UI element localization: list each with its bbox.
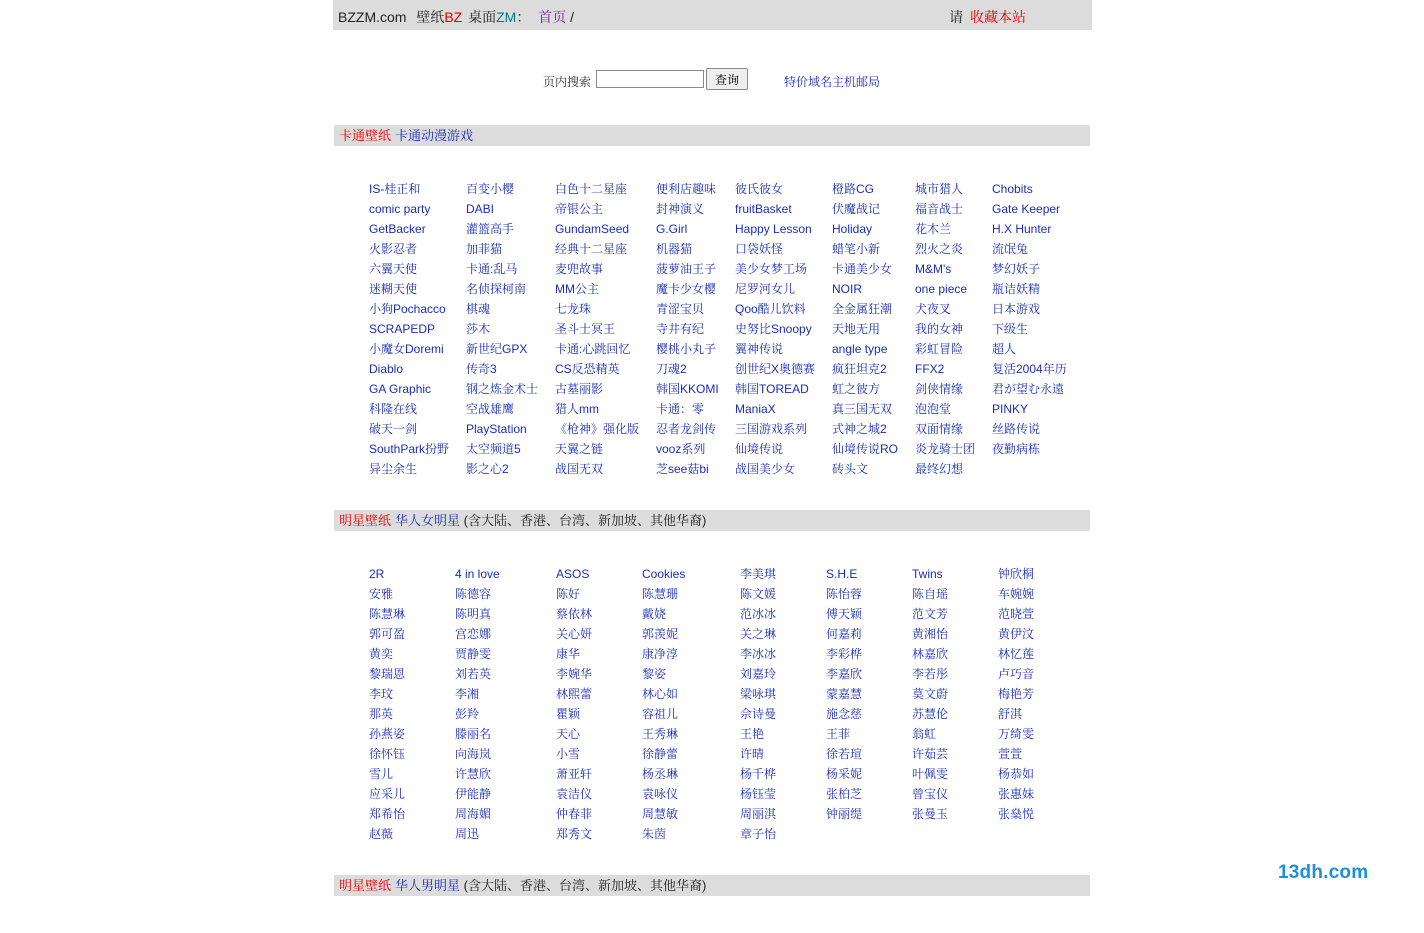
wallpaper-link[interactable]: 施念慈 (826, 707, 863, 721)
wallpaper-link[interactable]: 帝银公主 (555, 202, 604, 216)
wallpaper-link[interactable]: 麦兜故事 (555, 262, 604, 276)
wallpaper-link[interactable]: comic party (369, 202, 431, 216)
wallpaper-link[interactable]: 韩国KKOMI (656, 382, 719, 396)
wallpaper-link[interactable]: MM公主 (555, 282, 599, 296)
wallpaper-link[interactable]: H.X Hunter (992, 222, 1052, 236)
wallpaper-link[interactable]: 战国美少女 (735, 462, 796, 476)
wallpaper-link[interactable]: 贾静雯 (455, 647, 492, 661)
wallpaper-link[interactable]: 朱茵 (642, 827, 667, 841)
wallpaper-link[interactable]: 周丽淇 (740, 807, 777, 821)
wallpaper-link[interactable]: Twins (912, 567, 943, 581)
wallpaper-link[interactable]: 流氓兔 (992, 242, 1029, 256)
wallpaper-link[interactable]: fruitBasket (735, 202, 792, 216)
wallpaper-link[interactable]: 经典十二星座 (555, 242, 628, 256)
wallpaper-link[interactable]: 袁咏仪 (642, 787, 679, 801)
wallpaper-link[interactable]: 七龙珠 (555, 302, 592, 316)
wallpaper-link[interactable]: 橙路CG (832, 182, 875, 196)
search-button[interactable]: 查询 (706, 68, 748, 90)
wallpaper-link[interactable]: 杨钰莹 (740, 787, 777, 801)
watermark-logo: 13dh.com (1278, 862, 1369, 883)
wallpaper-link[interactable]: 寺井有纪 (656, 322, 705, 336)
section-note: (含大陆、香港、台湾、新加坡、其他华裔) (460, 513, 707, 528)
wallpaper-link[interactable]: 福音战士 (915, 202, 964, 216)
wallpaper-link[interactable]: G.Girl (656, 222, 688, 236)
bookmark-area (949, 7, 1026, 27)
wallpaper-link[interactable]: 圣斗士冥王 (555, 322, 616, 336)
wallpaper-link[interactable]: 青涩宝贝 (656, 302, 705, 316)
wallpaper-link[interactable]: 杨采妮 (826, 767, 863, 781)
wallpaper-link[interactable]: vooz系列 (656, 442, 706, 456)
wallpaper-link[interactable]: 林熙蕾 (556, 687, 593, 701)
wallpaper-link[interactable]: 史努比Snoopy (735, 322, 812, 336)
wallpaper-link[interactable]: 翁虹 (912, 727, 937, 741)
wallpaper-link[interactable]: 向海岚 (455, 747, 492, 761)
wallpaper-link[interactable]: 丝路传说 (992, 422, 1041, 436)
wallpaper-link[interactable]: PINKY (992, 402, 1029, 416)
wallpaper-link[interactable]: 李冰冰 (740, 647, 777, 661)
wallpaper-link[interactable]: 雪儿 (369, 767, 394, 781)
wallpaper-link[interactable]: 尼罗河女儿 (735, 282, 796, 296)
wallpaper-link[interactable]: 传奇3 (466, 362, 497, 376)
wallpaper-link[interactable]: 三国游戏系列 (735, 422, 808, 436)
wallpaper-link[interactable]: 彼氏彼女 (735, 182, 784, 196)
wallpaper-link[interactable]: 芝see菇bi (656, 462, 709, 476)
wallpaper-link[interactable]: 蔡依林 (556, 607, 593, 621)
wallpaper-link[interactable]: 六翼天使 (369, 262, 418, 276)
wallpaper-link[interactable]: 炎龙骑士团 (915, 442, 976, 456)
wallpaper-link[interactable]: 陈明真 (455, 607, 492, 621)
wallpaper-link[interactable]: 空战雄鹰 (466, 402, 515, 416)
wallpaper-link[interactable]: 孙燕姿 (369, 727, 406, 741)
bz-label: 壁纸 (416, 9, 445, 25)
bz-code: BZ (444, 9, 463, 25)
wallpaper-link[interactable]: S.H.E (826, 567, 858, 581)
wallpaper-link[interactable]: 安雅 (369, 587, 394, 601)
wallpaper-link[interactable]: 全金属狂潮 (832, 302, 893, 316)
wallpaper-link[interactable]: 小魔女Doremi (369, 342, 444, 356)
wallpaper-link[interactable]: SouthPark扮野 (369, 442, 450, 456)
wallpaper-link[interactable]: 菠萝油王子 (656, 262, 717, 276)
wallpaper-link[interactable]: 黄湘怡 (912, 627, 949, 641)
wallpaper-link[interactable]: 钢之炼金术士 (466, 382, 539, 396)
wallpaper-link[interactable]: 便利店趣味 (656, 182, 717, 196)
wallpaper-link[interactable]: 梦幻妖子 (992, 262, 1041, 276)
wallpaper-link[interactable]: Chobits (992, 182, 1033, 196)
wallpaper-link[interactable]: 许茹芸 (912, 747, 949, 761)
wallpaper-link[interactable]: 卡通美少女 (832, 262, 893, 276)
wallpaper-link[interactable]: 陈慧珊 (642, 587, 679, 601)
wallpaper-link[interactable]: 复活2004年历 (992, 362, 1067, 376)
wallpaper-link[interactable]: 卡通：零 (656, 402, 705, 416)
wallpaper-link[interactable]: 白色十二星座 (555, 182, 628, 196)
wallpaper-link[interactable]: 城市猎人 (915, 182, 964, 196)
wallpaper-link[interactable]: 猎人mm (555, 402, 599, 416)
wallpaper-link[interactable]: 那英 (369, 707, 394, 721)
wallpaper-link[interactable]: 口袋妖怪 (735, 242, 784, 256)
wallpaper-link[interactable]: 烈火之炎 (915, 242, 964, 256)
wallpaper-link[interactable]: 徐若瑄 (826, 747, 863, 761)
wallpaper-link[interactable]: 伊能静 (455, 787, 492, 801)
site-breadcrumb (338, 7, 574, 27)
wallpaper-link[interactable]: IS-桂正和 (369, 182, 421, 196)
section-title-link[interactable]: 卡通动漫游戏 (395, 128, 474, 143)
wallpaper-link[interactable]: 舒淇 (998, 707, 1023, 721)
wallpaper-link[interactable]: 科隆在线 (369, 402, 418, 416)
breadcrumb-colon: ： (516, 9, 531, 25)
wallpaper-link[interactable]: 机器猫 (656, 242, 693, 256)
wallpaper-link[interactable]: Diablo (369, 362, 404, 376)
wallpaper-link[interactable]: 周海媚 (455, 807, 492, 821)
wallpaper-link[interactable]: 《枪神》强化版 (555, 422, 640, 436)
wallpaper-link[interactable]: 郭可盈 (369, 627, 406, 641)
wallpaper-link[interactable]: 加菲猫 (466, 242, 503, 256)
wallpaper-link[interactable]: DABI (466, 202, 495, 216)
section-header-cartoon (334, 125, 1090, 146)
wallpaper-link[interactable]: 瞿颖 (556, 707, 581, 721)
home-link[interactable]: 首页 (538, 9, 567, 25)
wallpaper-link[interactable]: 陈怡蓉 (826, 587, 863, 601)
bookmark-link[interactable]: 收藏本站 (970, 9, 1026, 25)
wallpaper-link[interactable]: 刀魂2 (656, 362, 687, 376)
wallpaper-link[interactable]: CS反恐精英 (555, 362, 620, 376)
wallpaper-link[interactable]: 仙境传说RO (832, 442, 899, 456)
wallpaper-link[interactable]: 徐怀钰 (369, 747, 406, 761)
wallpaper-link[interactable]: 郑秀文 (556, 827, 593, 841)
wallpaper-link[interactable]: 迷糊天使 (369, 282, 418, 296)
wallpaper-link[interactable]: 郭羡妮 (642, 627, 679, 641)
wallpaper-link[interactable]: 范冰冰 (740, 607, 777, 621)
wallpaper-link[interactable]: 异尘余生 (369, 462, 418, 476)
wallpaper-link[interactable]: 戴娆 (642, 607, 667, 621)
wallpaper-link[interactable]: 萱萱 (998, 747, 1023, 761)
wallpaper-link[interactable]: 小雪 (556, 747, 581, 761)
wallpaper-link[interactable]: 双面情缘 (915, 422, 964, 436)
wallpaper-link[interactable]: 影之心2 (466, 462, 509, 476)
top-bar (333, 0, 1092, 30)
wallpaper-link[interactable]: 2R (369, 567, 385, 581)
wallpaper-link[interactable]: 佘诗曼 (740, 707, 777, 721)
wallpaper-link[interactable]: 关之琳 (740, 627, 777, 641)
wallpaper-link[interactable]: 范晓萱 (998, 607, 1035, 621)
wallpaper-link[interactable]: 陈慧琳 (369, 607, 406, 621)
wallpaper-link[interactable]: 康净淳 (642, 647, 679, 661)
wallpaper-link[interactable]: 式神之城2 (832, 422, 887, 436)
wallpaper-link[interactable]: 康华 (556, 647, 581, 661)
wallpaper-link[interactable]: M&M's (915, 262, 952, 276)
wallpaper-link[interactable]: 卢巧音 (998, 667, 1035, 681)
wallpaper-link[interactable]: 杨千桦 (740, 767, 777, 781)
wallpaper-link[interactable]: 莎木 (466, 322, 491, 336)
zm-code: ZM (496, 9, 517, 25)
wallpaper-link[interactable]: 李婉华 (556, 667, 593, 681)
zm-label: 桌面 (468, 9, 497, 25)
section-category-link[interactable]: 明星壁纸 (339, 513, 392, 528)
wallpaper-link[interactable]: 许晴 (740, 747, 765, 761)
wallpaper-link[interactable]: 4 in love (455, 567, 500, 581)
wallpaper-link[interactable]: 梅艳芳 (998, 687, 1035, 701)
wallpaper-link[interactable]: 最终幻想 (915, 462, 964, 476)
wallpaper-link[interactable]: 犬夜叉 (915, 302, 952, 316)
wallpaper-link[interactable]: ManiaX (735, 402, 776, 416)
wallpaper-link[interactable]: 新世纪GPX (466, 342, 528, 356)
wallpaper-link[interactable]: 夜勤病栋 (992, 442, 1041, 456)
wallpaper-link[interactable]: one piece (915, 282, 968, 296)
wallpaper-link[interactable]: angle type (832, 342, 888, 356)
wallpaper-link[interactable]: FFX2 (915, 362, 945, 376)
wallpaper-link[interactable]: 许慧欣 (455, 767, 492, 781)
wallpaper-link[interactable]: ASOS (556, 567, 590, 581)
wallpaper-link[interactable]: 君が望む永遠 (992, 382, 1065, 396)
wallpaper-link[interactable]: 杨恭如 (998, 767, 1035, 781)
wallpaper-link[interactable]: 美少女梦工场 (735, 262, 808, 276)
wallpaper-link[interactable]: 傅天颖 (826, 607, 863, 621)
wallpaper-link[interactable]: GA Graphic (369, 382, 432, 396)
wallpaper-link[interactable]: 万绮雯 (998, 727, 1035, 741)
wallpaper-link[interactable]: 创世纪X奥德赛 (735, 362, 816, 376)
wallpaper-link[interactable]: 王菲 (826, 727, 851, 741)
section-title-link[interactable]: 华人女明星 (395, 513, 461, 528)
wallpaper-link[interactable]: 我的女神 (915, 322, 964, 336)
wallpaper-link[interactable]: Gate Keeper (992, 202, 1061, 216)
wallpaper-link[interactable]: 刘嘉玲 (740, 667, 777, 681)
wallpaper-link[interactable]: PlayStation (466, 422, 527, 436)
wallpaper-link[interactable]: 花木兰 (915, 222, 952, 236)
wallpaper-link[interactable]: 陈自瑶 (912, 587, 949, 601)
wallpaper-link[interactable]: 张惠妹 (998, 787, 1035, 801)
wallpaper-link[interactable]: 黄奕 (369, 647, 394, 661)
wallpaper-link[interactable]: 陈德容 (455, 587, 492, 601)
wallpaper-link[interactable]: 下级生 (992, 322, 1029, 336)
wallpaper-link[interactable]: 彭羚 (455, 707, 480, 721)
wallpaper-link[interactable]: 魔卡少女樱 (656, 282, 717, 296)
wallpaper-link[interactable]: 卡通:心跳回忆 (555, 342, 631, 356)
wallpaper-link[interactable]: 樱桃小丸子 (656, 342, 717, 356)
wallpaper-link[interactable]: 战国无双 (555, 462, 604, 476)
wallpaper-link[interactable]: 赵薇 (369, 827, 394, 841)
wallpaper-link[interactable]: 陈好 (556, 587, 581, 601)
wallpaper-link[interactable]: 宫恋娜 (455, 627, 492, 641)
wallpaper-link[interactable]: 砖头文 (832, 462, 869, 476)
wallpaper-link[interactable]: 超人 (992, 342, 1017, 356)
wallpaper-link[interactable]: 黎瑞恩 (369, 667, 406, 681)
please-text: 请 (949, 9, 964, 25)
wallpaper-link[interactable]: 泡泡堂 (915, 402, 952, 416)
wallpaper-link[interactable]: 车婉婉 (998, 587, 1035, 601)
wallpaper-link[interactable]: 百变小樱 (466, 182, 515, 196)
wallpaper-link[interactable]: 范文芳 (912, 607, 949, 621)
wallpaper-link[interactable]: 滕丽名 (455, 727, 492, 741)
wallpaper-link[interactable]: 剑侠情缘 (915, 382, 964, 396)
wallpaper-link[interactable]: 灌篮高手 (466, 222, 515, 236)
wallpaper-link[interactable]: 林嘉欣 (912, 647, 949, 661)
breadcrumb-slash: / (570, 9, 575, 25)
wallpaper-link[interactable]: 张燊悦 (998, 807, 1035, 821)
wallpaper-link[interactable]: 天地无用 (832, 322, 881, 336)
wallpaper-link[interactable]: 黎姿 (642, 667, 667, 681)
wallpaper-link[interactable]: Holiday (832, 222, 873, 236)
wallpaper-link[interactable]: 李彩桦 (826, 647, 863, 661)
wallpaper-link[interactable]: 章子怡 (740, 827, 777, 841)
wallpaper-link[interactable]: 封神演义 (656, 202, 705, 216)
wallpaper-link[interactable]: 虹之彼方 (832, 382, 881, 396)
wallpaper-link[interactable]: 钟欣桐 (998, 567, 1035, 581)
wallpaper-link[interactable]: 钟丽缇 (826, 807, 863, 821)
wallpaper-link[interactable]: 林忆莲 (998, 647, 1035, 661)
wallpaper-link[interactable]: 李嘉欣 (826, 667, 863, 681)
wallpaper-link[interactable]: 周迅 (455, 827, 480, 841)
wallpaper-link[interactable]: 郑希怡 (369, 807, 406, 821)
wallpaper-link[interactable]: 应采儿 (369, 787, 406, 801)
wallpaper-link[interactable]: 仙境传说 (735, 442, 784, 456)
search-label: 页内搜索 (543, 75, 592, 89)
wallpaper-link[interactable]: 天翼之链 (555, 442, 604, 456)
wallpaper-link[interactable]: 天心 (556, 727, 581, 741)
section-header-female-stars (334, 510, 1090, 531)
wallpaper-link[interactable]: 徐静蕾 (642, 747, 679, 761)
wallpaper-link[interactable]: 杨丞琳 (642, 767, 679, 781)
wallpaper-link[interactable]: 彩虹冒险 (915, 342, 964, 356)
wallpaper-link[interactable]: 伏魔战记 (832, 202, 881, 216)
wallpaper-link[interactable]: 关心妍 (556, 627, 593, 641)
wallpaper-link[interactable]: 周慧敏 (642, 807, 679, 821)
wallpaper-link[interactable]: 曾宝仪 (912, 787, 949, 801)
wallpaper-link[interactable]: 李湘 (455, 687, 480, 701)
wallpaper-link[interactable]: 李玟 (369, 687, 394, 701)
section-header-male-stars (334, 875, 1090, 896)
wallpaper-link[interactable]: GetBacker (369, 222, 426, 236)
search-input[interactable] (596, 70, 704, 88)
wallpaper-link[interactable]: 林心如 (642, 687, 679, 701)
wallpaper-link[interactable]: 小狗Pochacco (369, 302, 446, 316)
wallpaper-link[interactable]: 翼神传说 (735, 342, 784, 356)
wallpaper-link[interactable]: 叶佩雯 (912, 767, 949, 781)
wallpaper-link[interactable]: 疯狂坦克2 (832, 362, 887, 376)
wallpaper-link[interactable]: 莫文蔚 (912, 687, 949, 701)
wallpaper-link[interactable]: 梁咏琪 (740, 687, 777, 701)
wallpaper-link[interactable]: 日本游戏 (992, 302, 1041, 316)
wallpaper-link[interactable]: 破天一剑 (369, 422, 418, 436)
wallpaper-link[interactable]: Cookies (642, 567, 686, 581)
wallpaper-link[interactable]: 真三国无双 (832, 402, 893, 416)
wallpaper-link[interactable]: 袁洁仪 (556, 787, 593, 801)
section-title-link[interactable]: 华人男明星 (395, 878, 461, 893)
wallpaper-link[interactable]: 蜡笔小新 (832, 242, 881, 256)
site-name: BZZM.com (338, 9, 407, 25)
wallpaper-link[interactable]: 萧亚轩 (556, 767, 593, 781)
wallpaper-link[interactable]: 仲春菲 (556, 807, 593, 821)
wallpaper-link[interactable]: Qoo酷儿饮料 (735, 302, 806, 316)
wallpaper-link[interactable]: 苏慧伦 (912, 707, 949, 721)
wallpaper-link[interactable]: 王秀琳 (642, 727, 679, 741)
domain-ad-link[interactable]: 特价域名主机邮局 (784, 75, 881, 89)
wallpaper-link[interactable]: 陈文媛 (740, 587, 777, 601)
wallpaper-link[interactable]: 黄伊汶 (998, 627, 1035, 641)
wallpaper-link[interactable]: 卡通:乱马 (466, 262, 518, 276)
wallpaper-link[interactable]: 蒙嘉慧 (826, 687, 863, 701)
wallpaper-link[interactable]: NOIR (832, 282, 862, 296)
section-category-link[interactable]: 明星壁纸 (339, 878, 392, 893)
wallpaper-link[interactable]: 韩国TOREAD (735, 382, 809, 396)
wallpaper-link[interactable]: 李美琪 (740, 567, 777, 581)
wallpaper-link[interactable]: 古墓丽影 (555, 382, 604, 396)
wallpaper-link[interactable]: 容祖儿 (642, 707, 679, 721)
wallpaper-link[interactable]: 火影忍者 (369, 242, 418, 256)
wallpaper-link[interactable]: 张柏芝 (826, 787, 863, 801)
wallpaper-link[interactable]: 瓶诘妖精 (992, 282, 1041, 296)
section-category-link[interactable]: 卡通壁纸 (339, 128, 392, 143)
wallpaper-link[interactable]: SCRAPEDP (369, 322, 436, 336)
wallpaper-link[interactable]: Happy Lesson (735, 222, 812, 236)
wallpaper-link[interactable]: 名侦探柯南 (466, 282, 527, 296)
wallpaper-link[interactable]: GundamSeed (555, 222, 630, 236)
wallpaper-link[interactable]: 张曼玉 (912, 807, 949, 821)
wallpaper-link[interactable]: 刘若英 (455, 667, 492, 681)
wallpaper-link[interactable]: 何嘉莉 (826, 627, 863, 641)
wallpaper-link[interactable]: 棋魂 (466, 302, 491, 316)
wallpaper-link[interactable]: 王艳 (740, 727, 765, 741)
wallpaper-link[interactable]: 太空频道5 (466, 442, 521, 456)
wallpaper-link[interactable]: 李若彤 (912, 667, 949, 681)
wallpaper-link[interactable]: 忍者龙剑传 (656, 422, 717, 436)
section-note: (含大陆、香港、台湾、新加坡、其他华裔) (460, 878, 707, 893)
